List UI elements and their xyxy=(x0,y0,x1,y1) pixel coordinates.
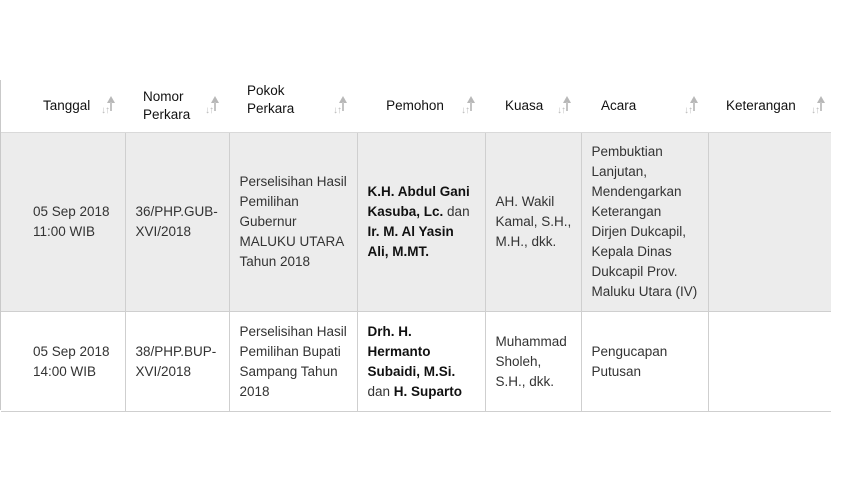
column-header-label: Keterangan xyxy=(726,98,796,113)
table-row xyxy=(1,312,831,412)
cell-keterangan xyxy=(708,312,831,412)
cell-tanggal: 05 Sep 2018 11:00 WIB xyxy=(1,133,125,312)
table-row xyxy=(1,133,831,312)
cell-pokok: Perselisihan Hasil Pemilihan Bupati Sampang Tahun 2018 xyxy=(229,312,357,412)
column-header-label: Nomor Perkara xyxy=(143,89,191,122)
cell-nomor: 38/PHP.BUP-XVI/2018 xyxy=(125,312,229,412)
sort-icon[interactable]: ↓↑ xyxy=(205,96,223,118)
column-header-label: Pokok Perkara xyxy=(247,83,295,116)
column-header-kuasa[interactable] xyxy=(485,80,581,133)
column-header-label: Kuasa xyxy=(505,98,544,113)
cell-tanggal: 05 Sep 2018 14:00 WIB xyxy=(1,312,125,412)
column-header-nomor[interactable] xyxy=(125,80,229,133)
sort-icon[interactable]: ↓↑ xyxy=(333,96,351,118)
cell-kuasa: Muhammad Sholeh, S.H., dkk. xyxy=(485,312,581,412)
pemohon-name-2: H. Suparto xyxy=(393,383,463,399)
sort-icon[interactable]: ↓↑ xyxy=(101,96,119,118)
cell-pemohon xyxy=(357,312,485,412)
schedule-table xyxy=(1,80,831,412)
cell-keterangan xyxy=(708,133,831,312)
pemohon-name-1: K.H. Abdul Gani Kasuba, Lc. xyxy=(367,184,470,219)
column-header-keterangan[interactable] xyxy=(708,80,831,133)
column-header-acara[interactable] xyxy=(581,80,708,133)
cell-pemohon xyxy=(357,133,485,312)
column-header-tanggal[interactable] xyxy=(1,80,125,133)
cell-acara: Pengucapan Putusan xyxy=(581,312,708,412)
cell-acara: Pembuktian Lanjutan, Mendengarkan Keterangan Dirjen Dukcapil, Kepala Dinas Dukcapil Prov. Maluku Utara (IV) xyxy=(581,133,708,312)
cell-pokok: Perselisihan Hasil Pemilihan Gubernur MALUKU UTARA Tahun 2018 xyxy=(229,133,357,312)
column-header-label: Acara xyxy=(601,98,637,113)
column-header-pemohon[interactable] xyxy=(357,80,485,133)
pemohon-name-1: Drh. H. Hermanto Subaidi, M.Si. xyxy=(367,323,456,379)
table-header-row xyxy=(1,80,831,133)
sort-icon[interactable]: ↓↑ xyxy=(684,96,702,118)
sort-icon[interactable]: ↓↑ xyxy=(811,96,829,118)
pemohon-joiner: dan xyxy=(367,383,391,399)
cell-kuasa: AH. Wakil Kamal, S.H., M.H., dkk. xyxy=(485,133,581,312)
pemohon-name-2: Ir. M. Al Yasin Ali, M.MT. xyxy=(367,224,454,259)
column-header-pokok[interactable] xyxy=(229,80,357,133)
pemohon-joiner: dan xyxy=(447,204,470,219)
column-header-label: Tanggal xyxy=(43,98,91,113)
column-header-label: Pemohon xyxy=(386,98,444,113)
schedule-table-frame xyxy=(0,80,831,410)
cell-nomor: 36/PHP.GUB-XVI/2018 xyxy=(125,133,229,312)
sort-icon[interactable]: ↓↑ xyxy=(557,96,575,118)
sort-icon[interactable]: ↓↑ xyxy=(461,96,479,118)
